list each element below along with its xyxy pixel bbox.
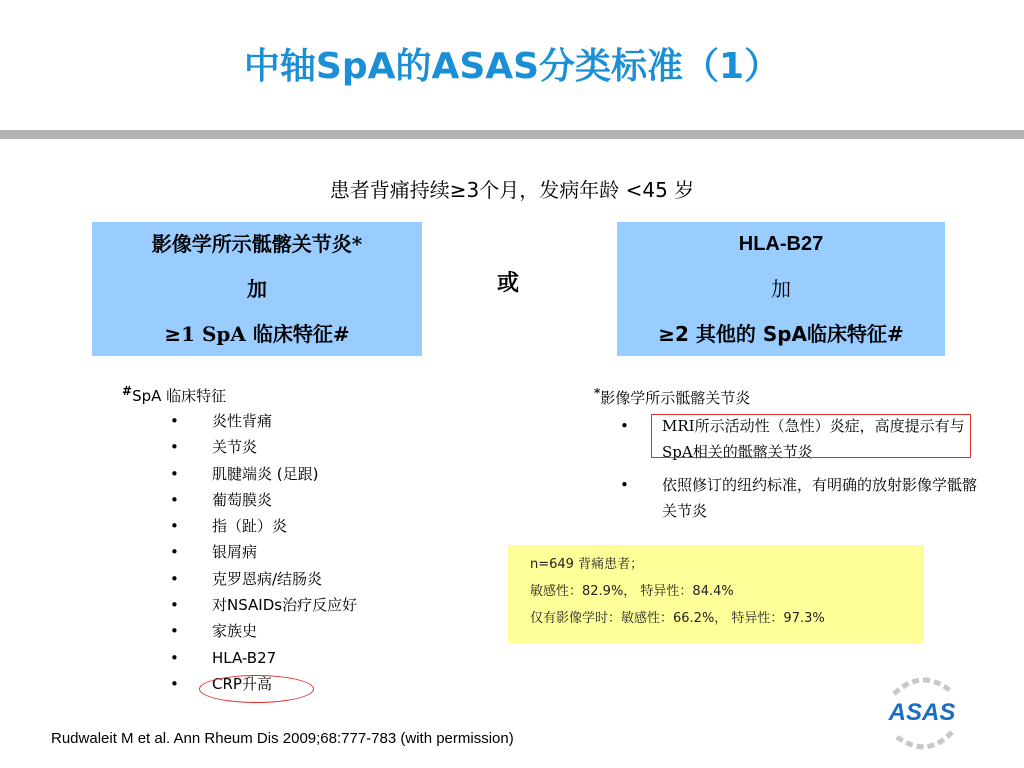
spa-features-title — [122, 384, 226, 406]
imaging-criteria-title — [594, 386, 750, 408]
imaging-arm-line2: 加 — [247, 277, 267, 301]
list-item-text: HLA-B27 — [212, 648, 277, 667]
list-item-text: 克罗恩病/结肠炎 — [212, 569, 323, 588]
entry-criteria: 患者背痛持续≥3个月，发病年龄 <45 岁 — [329, 178, 695, 202]
list-item-text: 依照修订的纽约标准，有明确的放射影像学骶髂关节炎 — [662, 475, 978, 520]
clinical-arm-line1: HLA-B27 — [738, 233, 824, 255]
bullet-icon: • — [170, 648, 179, 667]
crp-highlight-circle — [199, 675, 314, 703]
list-item — [620, 472, 980, 525]
spa-features-list — [170, 408, 470, 697]
asas-logo-text: ASAS — [888, 699, 956, 726]
list-item-text: 葡萄膜炎 — [212, 490, 273, 509]
list-item — [170, 513, 470, 539]
list-item — [170, 487, 470, 513]
bullet-icon: • — [170, 490, 179, 509]
list-item — [170, 461, 470, 487]
title-divider — [0, 130, 1024, 139]
bullet-icon: • — [170, 596, 179, 615]
list-item-text: 银屑病 — [212, 543, 258, 562]
mri-highlight-box — [651, 414, 971, 458]
asterisk-marker: * — [594, 386, 601, 400]
imaging-arm-box — [92, 222, 422, 356]
list-item — [170, 566, 470, 592]
list-item — [170, 618, 470, 644]
list-item — [170, 434, 470, 460]
list-item-text: 关节炎 — [212, 438, 258, 457]
list-item — [170, 645, 470, 671]
citation: Rudwaleit M et al. Ann Rheum Dis 2009;68:777-783 (with permission) — [51, 730, 514, 747]
stats-line1: n=649 背痛患者； — [530, 557, 644, 572]
imaging-criteria-title-text: 影像学所示骶髂关节炎 — [600, 389, 751, 407]
asas-logo — [872, 662, 972, 762]
clinical-arm-box — [617, 222, 945, 356]
list-item-text: 对NSAIDs治疗反应好 — [212, 596, 358, 615]
list-item-text: 肌腱端炎 (足跟) — [212, 464, 319, 483]
list-item-text: MRI所示活动性（急性）炎症，高度提示有与SpA相关的骶髂关节炎 — [662, 417, 965, 462]
imaging-arm-line3: ≥1 SpA 临床特征# — [164, 322, 350, 346]
imaging-arm-line1: 影像学所示骶髂关节炎* — [151, 232, 363, 256]
bullet-icon: • — [170, 517, 179, 536]
bullet-icon: • — [170, 438, 179, 457]
bullet-icon: • — [620, 417, 629, 435]
stats-box — [508, 545, 924, 643]
list-item — [170, 408, 470, 434]
bullet-icon: • — [170, 464, 179, 483]
asas-logo-icon — [872, 662, 972, 762]
stats-line2: 敏感性：82.9%， 特异性：84.4% — [530, 584, 734, 599]
page-title: 中轴SpA的ASAS分类标准（1） — [243, 46, 781, 87]
clinical-arm-line2: 加 — [771, 277, 791, 301]
list-item — [170, 539, 470, 565]
bullet-icon: • — [170, 543, 179, 562]
stats-line3: 仅有影像学时：敏感性：66.2%， 特异性：97.3% — [530, 611, 825, 626]
bullet-icon: • — [170, 622, 179, 641]
bullet-icon: • — [170, 569, 179, 588]
list-item-text: CRP升高 — [212, 674, 272, 693]
bullet-icon: • — [170, 674, 179, 693]
clinical-arm-line3: ≥2 其他的 SpA临床特征# — [658, 322, 904, 346]
list-item — [170, 592, 470, 618]
list-item-text: 炎性背痛 — [212, 412, 273, 430]
hash-marker: # — [122, 384, 133, 398]
list-item-text: 指（趾）炎 — [212, 517, 288, 536]
or-label: 或 — [497, 271, 520, 296]
bullet-icon: • — [620, 475, 629, 494]
list-item-text: 家族史 — [212, 622, 258, 641]
bullet-icon: • — [170, 412, 179, 430]
spa-features-title-text: SpA 临床特征 — [132, 387, 227, 405]
